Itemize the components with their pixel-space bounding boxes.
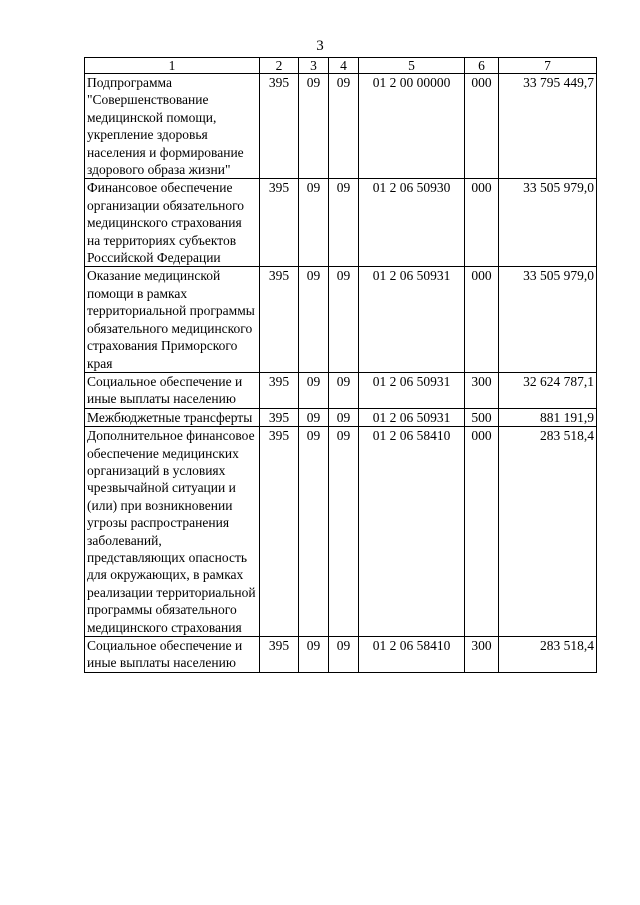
column-header: 6 (465, 58, 499, 74)
amount: 32 624 787,1 (499, 372, 597, 408)
table-row (85, 179, 597, 267)
ministry-code: 395 (260, 179, 299, 267)
column-header: 7 (499, 58, 597, 74)
ministry-code: 395 (260, 372, 299, 408)
subsection-code: 09 (329, 408, 359, 426)
column-header: 3 (299, 58, 329, 74)
target-article-code: 01 2 06 58410 (359, 427, 465, 637)
section-code: 09 (299, 74, 329, 179)
target-article-code: 01 2 00 00000 (359, 74, 465, 179)
table-row (85, 637, 597, 673)
target-article-code: 01 2 06 58410 (359, 637, 465, 673)
amount: 283 518,4 (499, 427, 597, 637)
ministry-code: 395 (260, 408, 299, 426)
subsection-code: 09 (329, 179, 359, 267)
item-name: Финансовое обеспечение организации обязательного медицинского страхования на территориях субъектов Российской Федерации (85, 179, 260, 267)
expense-type-code: 300 (465, 372, 499, 408)
column-header: 2 (260, 58, 299, 74)
expense-type-code: 000 (465, 179, 499, 267)
table-row (85, 267, 597, 372)
target-article-code: 01 2 06 50931 (359, 372, 465, 408)
expense-type-code: 000 (465, 74, 499, 179)
target-article-code: 01 2 06 50931 (359, 408, 465, 426)
section-code: 09 (299, 637, 329, 673)
section-code: 09 (299, 179, 329, 267)
subsection-code: 09 (329, 74, 359, 179)
item-name: Социальное обеспечение и иные выплаты населению (85, 372, 260, 408)
subsection-code: 09 (329, 427, 359, 637)
ministry-code: 395 (260, 427, 299, 637)
table-row (85, 408, 597, 426)
column-header: 5 (359, 58, 465, 74)
expense-type-code: 000 (465, 267, 499, 372)
item-name: Дополнительное финансовое обеспечение медицинских организаций в условиях чрезвычайной ситуации и (или) при возникновении угрозы распространения заболеваний, представляющих опасность для окружающих, в рамках реализации территориальной программы обязательного медицинского страхования (85, 427, 260, 637)
subsection-code: 09 (329, 637, 359, 673)
amount: 881 191,9 (499, 408, 597, 426)
item-name: Социальное обеспечение и иные выплаты населению (85, 637, 260, 673)
expense-type-code: 500 (465, 408, 499, 426)
page-number: 3 (316, 38, 324, 54)
amount: 33 795 449,7 (499, 74, 597, 179)
target-article-code: 01 2 06 50931 (359, 267, 465, 372)
item-name: Подпрограмма "Совершенствование медицинской помощи, укрепление здоровья населения и формирование здорового образа жизни" (85, 74, 260, 179)
item-name: Оказание медицинской помощи в рамках территориальной программы обязательного медицинского страхования Приморского края (85, 267, 260, 372)
expense-type-code: 000 (465, 427, 499, 637)
ministry-code: 395 (260, 637, 299, 673)
item-name: Межбюджетные трансферты (85, 408, 260, 426)
column-header: 4 (329, 58, 359, 74)
column-number-row (85, 58, 597, 74)
amount: 33 505 979,0 (499, 179, 597, 267)
section-code: 09 (299, 427, 329, 637)
amount: 283 518,4 (499, 637, 597, 673)
section-code: 09 (299, 408, 329, 426)
section-code: 09 (299, 267, 329, 372)
subsection-code: 09 (329, 267, 359, 372)
expense-type-code: 300 (465, 637, 499, 673)
ministry-code: 395 (260, 74, 299, 179)
table-row (85, 427, 597, 637)
subsection-code: 09 (329, 372, 359, 408)
budget-table (84, 57, 597, 673)
ministry-code: 395 (260, 267, 299, 372)
section-code: 09 (299, 372, 329, 408)
target-article-code: 01 2 06 50930 (359, 179, 465, 267)
table-row (85, 74, 597, 179)
amount: 33 505 979,0 (499, 267, 597, 372)
column-header: 1 (85, 58, 260, 74)
table-row (85, 372, 597, 408)
